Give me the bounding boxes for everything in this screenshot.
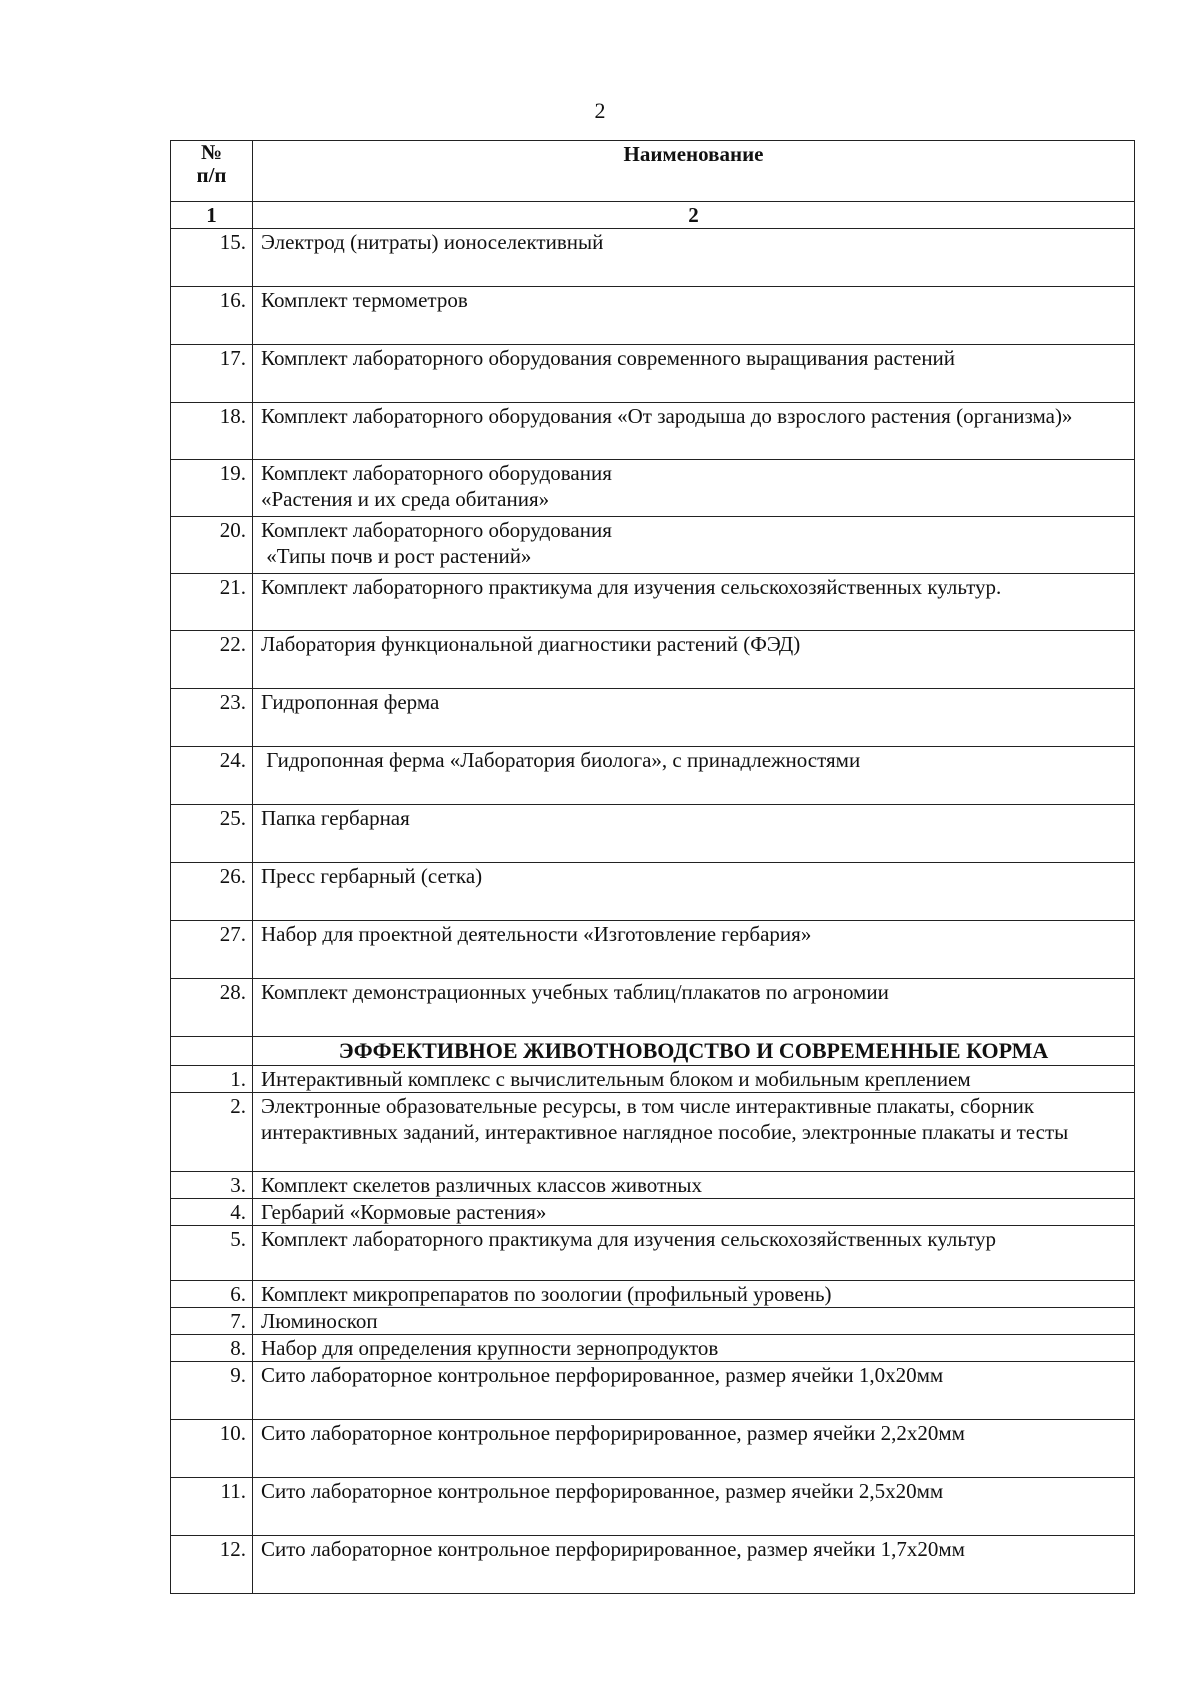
row-name: Сито лабораторное контрольное перфорирированное, размер ячейки 2,2х20мм bbox=[253, 1420, 1135, 1478]
row-name: Интерактивный комплекс с вычислительным блоком и мобильным креплением bbox=[253, 1066, 1135, 1093]
row-number: 16. bbox=[171, 287, 253, 345]
table-row bbox=[171, 1308, 1135, 1335]
row-number: 18. bbox=[171, 403, 253, 460]
table-row bbox=[171, 574, 1135, 631]
row-name: Электронные образовательные ресурсы, в том числе интерактивные плакаты, сборник интерактивных заданий, интерактивное наглядное пособие, электронные плакаты и тесты bbox=[253, 1093, 1135, 1172]
table-row bbox=[171, 1226, 1135, 1281]
table-row bbox=[171, 631, 1135, 689]
table-row bbox=[171, 805, 1135, 863]
table-row bbox=[171, 1093, 1135, 1172]
table-row bbox=[171, 979, 1135, 1037]
row-number: 7. bbox=[171, 1308, 253, 1335]
row-name: Гербарий «Кормовые растения» bbox=[253, 1199, 1135, 1226]
row-number: 6. bbox=[171, 1281, 253, 1308]
row-number: 11. bbox=[171, 1478, 253, 1536]
page-number: 2 bbox=[594, 98, 606, 123]
row-name: Комплект лабораторного практикума для изучения сельскохозяйственных культур. bbox=[253, 574, 1135, 631]
row-number: 25. bbox=[171, 805, 253, 863]
row-name: Люминоскоп bbox=[253, 1308, 1135, 1335]
table-body bbox=[171, 229, 1135, 1594]
header-number: № п/п bbox=[171, 141, 253, 202]
row-name: Комплект лабораторного практикума для изучения сельскохозяйственных культур bbox=[253, 1226, 1135, 1281]
table-row bbox=[171, 921, 1135, 979]
table-row bbox=[171, 863, 1135, 921]
row-name: Лаборатория функциональной диагностики растений (ФЭД) bbox=[253, 631, 1135, 689]
row-number: 5. bbox=[171, 1226, 253, 1281]
equipment-table bbox=[170, 140, 1135, 1594]
row-name: Электрод (нитраты) ионоселективный bbox=[253, 229, 1135, 287]
row-name: Комплект микропрепаратов по зоологии (профильный уровень) bbox=[253, 1281, 1135, 1308]
column-number-2: 2 bbox=[253, 202, 1135, 229]
row-number: 22. bbox=[171, 631, 253, 689]
row-name: Комплект скелетов различных классов животных bbox=[253, 1172, 1135, 1199]
row-name: Сито лабораторное контрольное перфорирированное, размер ячейки 1,7х20мм bbox=[253, 1536, 1135, 1594]
row-number: 3. bbox=[171, 1172, 253, 1199]
table-row bbox=[171, 229, 1135, 287]
row-name: Папка гербарная bbox=[253, 805, 1135, 863]
row-number: 4. bbox=[171, 1199, 253, 1226]
row-name: Комплект лабораторного оборудования «От зародыша до взрослого растения (организма)» bbox=[253, 403, 1135, 460]
header-name: Наименование bbox=[253, 141, 1135, 202]
table-row bbox=[171, 747, 1135, 805]
row-name: Комплект лабораторного оборудования «Типы почв и рост растений» bbox=[253, 517, 1135, 574]
row-name: Комплект термометров bbox=[253, 287, 1135, 345]
section-heading-row bbox=[171, 1037, 1135, 1066]
row-number: 10. bbox=[171, 1420, 253, 1478]
row-name: Комплект лабораторного оборудования «Растения и их среда обитания» bbox=[253, 460, 1135, 517]
row-number: 26. bbox=[171, 863, 253, 921]
table-row bbox=[171, 1536, 1135, 1594]
table-row bbox=[171, 1172, 1135, 1199]
table-row bbox=[171, 1281, 1135, 1308]
table-row bbox=[171, 689, 1135, 747]
row-number: 8. bbox=[171, 1335, 253, 1362]
row-number: 27. bbox=[171, 921, 253, 979]
column-number-1: 1 bbox=[171, 202, 253, 229]
row-number: 17. bbox=[171, 345, 253, 403]
table-row bbox=[171, 1420, 1135, 1478]
table-row bbox=[171, 287, 1135, 345]
row-number: 28. bbox=[171, 979, 253, 1037]
row-number: 12. bbox=[171, 1536, 253, 1594]
row-name: Сито лабораторное контрольное перфорированное, размер ячейки 1,0х20мм bbox=[253, 1362, 1135, 1420]
row-name: Комплект лабораторного оборудования современного выращивания растений bbox=[253, 345, 1135, 403]
table-row bbox=[171, 1335, 1135, 1362]
table-row bbox=[171, 1066, 1135, 1093]
row-number: 1. bbox=[171, 1066, 253, 1093]
table-row bbox=[171, 1478, 1135, 1536]
section-heading-empty-cell bbox=[171, 1037, 253, 1066]
table-row bbox=[171, 403, 1135, 460]
row-number: 23. bbox=[171, 689, 253, 747]
row-name: Пресс гербарный (сетка) bbox=[253, 863, 1135, 921]
table-row bbox=[171, 517, 1135, 574]
table-header-row bbox=[171, 141, 1135, 202]
row-number: 24. bbox=[171, 747, 253, 805]
table-row bbox=[171, 345, 1135, 403]
row-name: Комплект демонстрационных учебных таблиц/плакатов по агрономии bbox=[253, 979, 1135, 1037]
row-number: 20. bbox=[171, 517, 253, 574]
row-number: 19. bbox=[171, 460, 253, 517]
row-number: 15. bbox=[171, 229, 253, 287]
row-name: Набор для проектной деятельности «Изготовление гербария» bbox=[253, 921, 1135, 979]
row-number: 9. bbox=[171, 1362, 253, 1420]
column-number-row bbox=[171, 202, 1135, 229]
row-number: 21. bbox=[171, 574, 253, 631]
table-row bbox=[171, 1362, 1135, 1420]
section-heading: ЭФФЕКТИВНОЕ ЖИВОТНОВОДСТВО И СОВРЕМЕННЫЕ КОРМА bbox=[253, 1037, 1135, 1066]
table-row bbox=[171, 1199, 1135, 1226]
row-name: Гидропонная ферма «Лаборатория биолога», с принадлежностями bbox=[253, 747, 1135, 805]
row-number: 2. bbox=[171, 1093, 253, 1172]
row-name: Сито лабораторное контрольное перфорированное, размер ячейки 2,5х20мм bbox=[253, 1478, 1135, 1536]
row-name: Набор для определения крупности зернопродуктов bbox=[253, 1335, 1135, 1362]
row-name: Гидропонная ферма bbox=[253, 689, 1135, 747]
table-row bbox=[171, 460, 1135, 517]
